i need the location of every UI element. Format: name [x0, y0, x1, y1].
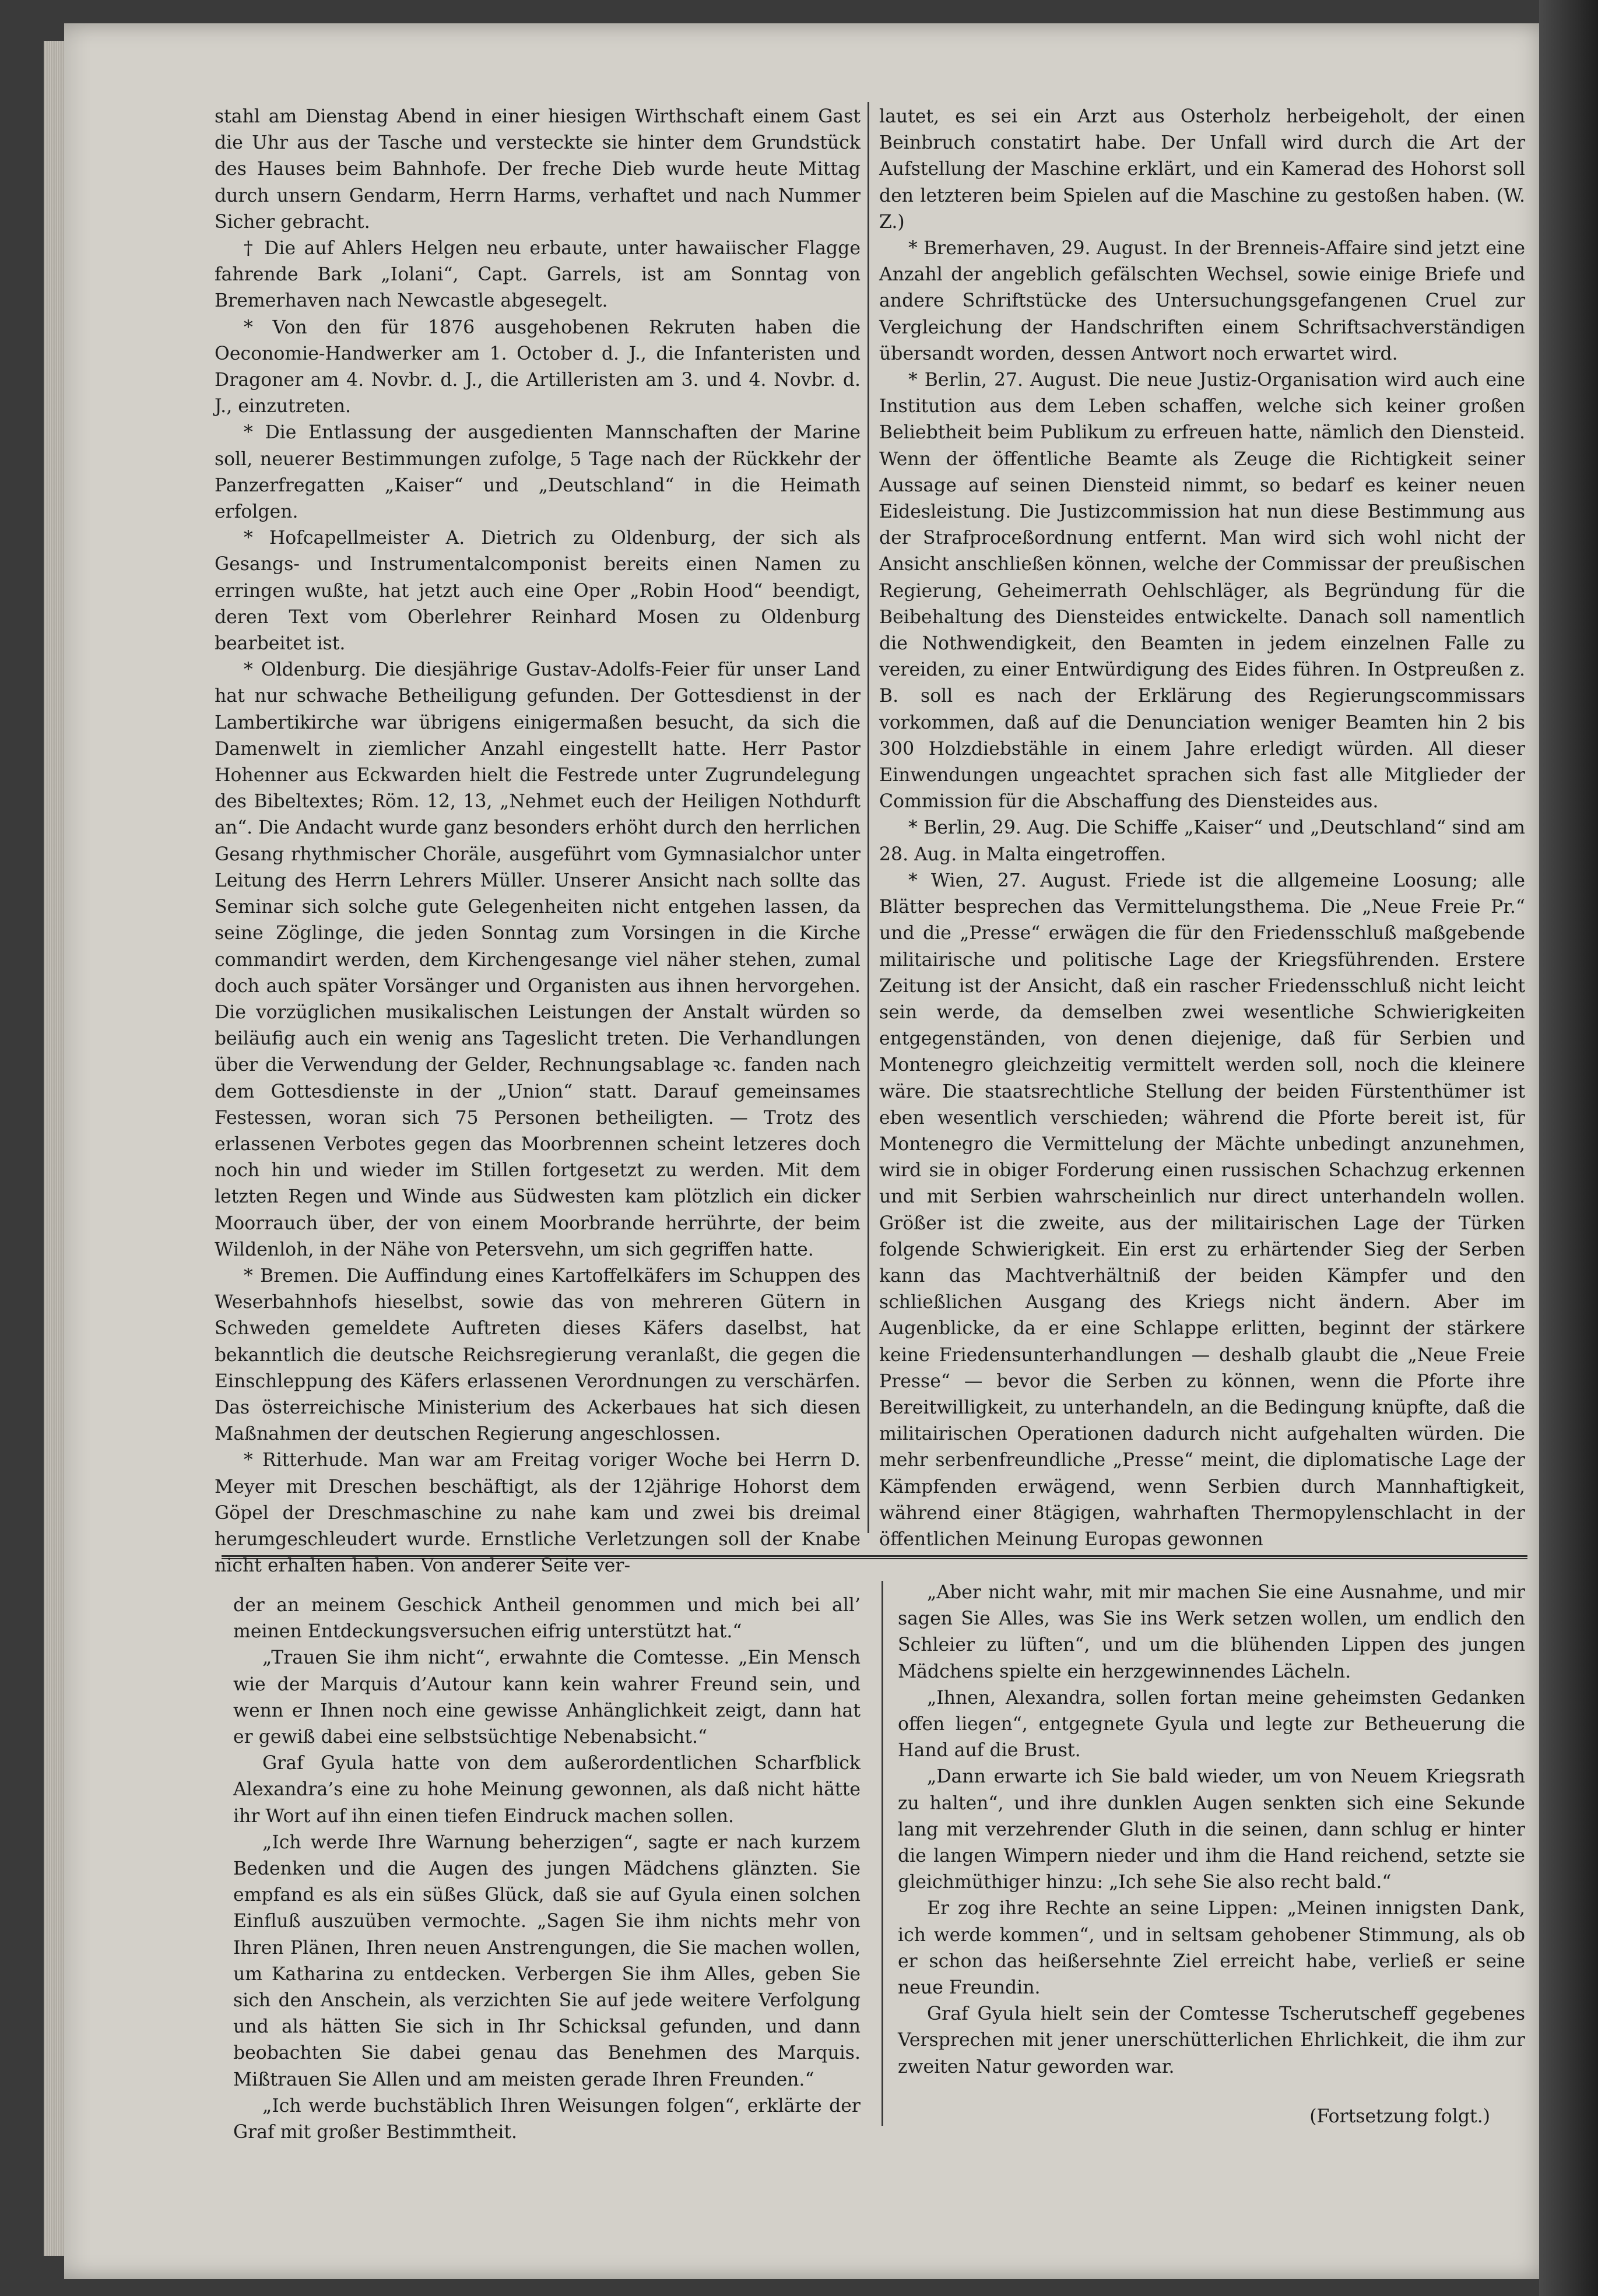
column-divider-bottom [881, 1581, 883, 2126]
serial-story-right [898, 1580, 1525, 2130]
story-paragraph: „Trauen Sie ihm nicht“, erwahnte die Comtesse. „Ein Mensch wie der Marquis d’Autour kann kein wahrer Freund sein, und wenn er Ihnen noch eine gewisse Anhänglichkeit zeigt, dann hat er gewiß dabei eine selbstsüchtige Nebenabsicht.“ [233, 1647, 861, 1748]
news-item-bremerhaven: * Bremerhaven, 29. August. In der Brenneis-Affaire sind jetzt eine Anzahl der angeblich gefälschten Wechsel, sowie einige Briefe und andere Schriftstücke des Untersuchungsgefangenen Cruel zur Vergleichung der Handschriften einem Schriftsachverständigen übersandt worden, dessen Antwort noch erwartet wird. [879, 238, 1525, 364]
story-paragraph: der an meinem Geschick Antheil genommen und mich bei all’ meinen Entdeckungsversuchen eifrig unterstützt hat.“ [233, 1595, 861, 1643]
book-gutter-shadow [1539, 0, 1598, 2296]
story-paragraph: „Ich werde buchstäblich Ihren Weisungen folgen“, erklärte der Graf mit großer Bestimmtheit. [233, 2095, 861, 2143]
story-paragraph: „Aber nicht wahr, mit mir machen Sie eine Ausnahme, und mir sagen Sie Alles, was Sie ins Werk setzen wollen, um endlich den Schleier zu lüften“, und um die blühenden Lippen des jungen Mädchens spielte ein herzgewinnendes Lächeln. [898, 1582, 1525, 1682]
news-column-left [215, 104, 861, 1579]
story-paragraph: Graf Gyula hatte von dem außerordentlichen Scharfblick Alexandra’s eine zu hohe Meinung gewonnen, als daß nicht hätte ihr Wort auf ihn einen tiefen Eindruck machen sollen. [233, 1753, 861, 1827]
story-paragraph: „Dann erwarte ich Sie bald wieder, um von Neuem Kriegsrath zu halten“, und ihre dunklen Augen senkten sich eine Sekunde lang mit verzehrender Gluth in die seinen, dann schlug er hinter die langen Wimpern nieder und ihm die Hand reichend, setzte sie gleichmüthiger hinzu: „Ich sehe Sie also recht bald.“ [898, 1766, 1525, 1893]
story-paragraph: „Ihnen, Alexandra, sollen fortan meine geheimsten Gedanken offen liegen“, entgegnete Gyula und legte zur Betheuerung die Hand auf die Brust. [898, 1687, 1525, 1761]
column-divider-top [868, 102, 869, 1533]
news-item-berlin: * Berlin, 27. August. Die neue Justiz-Organisation wird auch eine Institution aus dem Leben schaffen, welche sich keiner großen Beliebtheit beim Publikum zu erfreuen hatte, nämlich den Diensteid. Wenn der öffentliche Beamte als Zeuge die Richtigkeit seiner Aussage auf seinen Diensteid nimmt, so bedarf es keiner neuen Eidesleistung. Die Justizcommission hat nun diese Bestimmung aus der Strafproceßordnung entfernt. Man wird sich wohl nicht der Ansicht anschließen können, welche der Commissar der preußischen Regierung, Geheimerrath Oehlschläger, als Begründung für die Beibehaltung des Diensteides entwickelte. Danach soll namentlich die Nothwendigkeit, den Beamten in jedem einzelnen Falle zu vereiden, zu einer Entwürdigung des Eides führen. In Ostpreußen z. B. soll es nach der Erklärung des Regierungscommissars vorkommen, daß auf die Denunciation weniger Beamten hin 2 bis 300 Holzdiebstähle in einem Jahre erledigt würden. All dieser Einwendungen ungeachtet sprachen sich fast alle Mitglieder der Commission für die Abschaffung des Diensteides aus. [879, 370, 1525, 813]
news-item: * Von den für 1876 ausgehobenen Rekruten haben die Oeconomie-Handwerker am 1. October d. J., die Infanteristen und Dragoner am 4. Novbr. d. J., die Artilleristen am 3. und 4. Novbr. d. J., einzutreten. [215, 317, 861, 417]
news-item-bremen: * Bremen. Die Auffindung eines Kartoffelkäfers im Schuppen des Weserbahnhofs hieselbst, sowie das von mehreren Gütern in Schweden gemeldete Auftreten dieses Käfers daselbst, hat bekanntlich die deutsche Reichsregierung veranlaßt, die gegen die Einschleppung des Käfers erlassenen Verordnungen zu verschärfen. Das österreichische Ministerium des Ackerbaues hat sich diesen Maßnahmen der deutschen Regierung angeschlossen. [215, 1265, 861, 1445]
news-item: * Hofcapellmeister A. Dietrich zu Oldenburg, der sich als Gesangs- und Instrumentalcomponist bereits einen Namen zu erringen wußte, hat jetzt auch eine Oper „Robin Hood“ beendigt, deren Text vom Oberlehrer Reinhard Mosen zu Oldenburg bearbeitet ist. [215, 528, 861, 655]
news-item: lautet, es sei ein Arzt aus Osterholz herbeigeholt, der einen Beinbruch constatirt habe. Der Unfall wird durch die Art der Aufstellung der Maschine erklärt, und ein Kamerad des Hohorst soll den letzteren beim Spielen auf die Maschine zu gestoßen haben. (W. Z.) [879, 106, 1525, 233]
news-item-berlin: * Berlin, 29. Aug. Die Schiffe „Kaiser“ und „Deutschland“ sind am 28. Aug. in Malta eingetroffen. [879, 817, 1525, 865]
news-item: * Die Entlassung der ausgedienten Mannschaften der Marine soll, neuerer Bestimmungen zufolge, 5 Tage nach der Rückkehr der Panzerfregatten „Kaiser“ und „Deutschland“ in die Heimath erfolgen. [215, 422, 861, 523]
story-paragraph: Graf Gyula hielt sein der Comtesse Tscherutscheff gegebenes Versprechen mit jener unerschütterlichen Ehrlichkeit, die ihm zur zweiten Natur geworden war. [898, 2003, 1525, 2077]
serial-story-left [233, 1592, 861, 2146]
news-item-wien: * Wien, 27. August. Friede ist die allgemeine Loosung; alle Blätter besprechen das Vermittelungsthema. Die „Neue Freie Pr.“ und die „Presse“ erwägen die für den Friedensschluß maßgebende militairische und politische Lage der Kriegsführenden. Erstere Zeitung ist der Ansicht, daß ein rascher Friedensschluß nicht leicht sein werde, da demselben zwei wesentliche Schwierigkeiten entgegenständen, von denen diejenige, daß für Serbien und Montenegro gleichzeitig vermittelt werden soll, noch die kleinere wäre. Die staatsrechtliche Stellung der beiden Fürstenthümer ist eben wesentlich verschieden; während die Pforte bereit ist, für Montenegro die Vermittelung der Mächte unbedingt anzunehmen, wird sie in obiger Forderung einen russischen Schachzug erkennen und mit Serbien wahrscheinlich nur direct unterhandeln wollen. Größer ist die zweite, aus der militairischen Lage der Türken folgende Schwierigkeit. Ein erst zu erhärtender Sieg der Serben kann das Machtverhältniß der beiden Kämpfer und den schließlichen Ausgang des Kriegs nicht ändern. Aber im Augenblicke, da er eine Schlappe erlitten, beginnt der stärkere keine Friedensunterhandlungen — deshalb glaubt die „Neue Freie Presse“ — bevor die Serben zu können, wenn die Pforte ihre Bereitwilligkeit, zu unterhandeln, an die Bedingung knüpfte, daß die militairischen Operationen dadurch nicht aufgehalten würden. Die mehr serbenfreundliche „Presse“ meint, die diplomatische Lage der Kämpfenden erwägend, wenn Serbien durch Mannhaftigkeit, während einer 8tägigen, wahrhaften Thermopylenschlacht in der öffentlichen Meinung Europas gewonnen [879, 870, 1525, 1550]
news-item: stahl am Dienstag Abend in einer hiesigen Wirthschaft einem Gast die Uhr aus der Tasche und versteckte sie hinter dem Grundstück des Hauses beim Bahnhofe. Der freche Dieb wurde heute Mittag durch unsern Gendarm, Herrn Harms, verhaftet und nach Nummer Sicher gebracht. [215, 106, 861, 233]
news-item: † Die auf Ahlers Helgen neu erbaute, unter hawaiischer Flagge fahrende Bark „Iolani“, Capt. Garrels, ist am Sonntag von Bremerhaven nach Newcastle abgesegelt. [215, 238, 861, 312]
continuation-note: (Fortsetzung folgt.) [1309, 2105, 1490, 2127]
story-paragraph: „Ich werde Ihre Warnung beherzigen“, sagte er nach kurzem Bedenken und die Augen des jungen Mädchens glänzten. Sie empfand es als ein süßes Glück, daß sie auf Gyula einen solchen Einfluß auszuüben vermochte. „Sagen Sie ihm nichts mehr von Ihren Plänen, Ihren neuen Anstrengungen, die Sie machen wollen, um Katharina zu entdecken. Verbergen Sie ihm Alles, geben Sie sich den Anschein, als verzichten Sie auf jede weitere Verfolgung und als hätten Sie sich in Ihr Schicksal gefunden, und dann beobachten Sie dabei genau das Benehmen des Marquis. Mißtrauen Sie Allen und am meisten gerade Ihren Freunden.“ [233, 1831, 861, 2090]
news-item-oldenburg: * Oldenburg. Die diesjährige Gustav-Adolfs-Feier für unser Land hat nur schwache Betheiligung gefunden. Der Gottesdienst in der Lambertikirche war übrigens einigermaßen besucht, da sich die Damenwelt in ziemlicher Anzahl eingestellt hatte. Herr Pastor Hohenner aus Eckwarden hielt die Festrede unter Zugrundelegung des Bibeltextes; Röm. 12, 13, „Nehmet euch der Heiligen Nothdurft an“. Die Andacht wurde ganz besonders erhöht durch den herrlichen Gesang rhythmischer Choräle, ausgeführt vom Gymnasialchor unter Leitung des Herrn Lehrers Müller. Unserer Ansicht nach sollte das Seminar sich solche gute Gelegenheiten nicht entgehen lassen, da seine Zöglinge, die jeden Sonntag zum Vorsingen in die Kirche commandirt werden, dem Kirchengesange viel näher stehen, zumal doch auch später Vorsänger und Organisten aus ihnen hervorgehen. Die vorzüglichen musikalischen Leistungen der Anstalt würden so beiläufig auch ein wenig ans Tageslicht treten. Die Verhandlungen über die Verwendung der Gelder, Rechnungsablage ꝛc. fanden nach dem Gottesdienste in der „Union“ statt. Darauf gemeinsames Festessen, woran sich 75 Personen betheiligten. — Trotz des erlassenen Verbotes gegen das Moorbrennen scheint letzeres doch noch hin und wieder im Stillen fortgesetzt zu werden. Mit dem letzten Regen und Winde aus Südwesten kam plötzlich ein dicker Moorrauch über, der von einem Moorbrande herrührte, der beim Wildenloh, in der Nähe von Petersvehn, um sich gegriffen hatte. [215, 659, 861, 1260]
news-column-right [879, 104, 1525, 1553]
book-page-edge [44, 41, 67, 2256]
news-item-ritterhude: * Ritterhude. Man war am Freitag voriger Woche bei Herrn D. Meyer mit Dreschen beschäftigt, als der 12jährige Hohorst dem Göpel der Dreschmaschine zu nahe kam und zwei bis dreimal herumgeschleudert wurde. Ernstliche Verletzungen soll der Knabe nicht erhalten haben. Von anderer Seite ver- [215, 1450, 861, 1577]
story-paragraph: Er zog ihre Rechte an seine Lippen: „Meinen innigsten Dank, ich werde kommen“, und in seltsam gehobener Stimmung, als ob er schon das heißersehnte Ziel erreicht habe, verließ er seine neue Freundin. [898, 1898, 1525, 1999]
